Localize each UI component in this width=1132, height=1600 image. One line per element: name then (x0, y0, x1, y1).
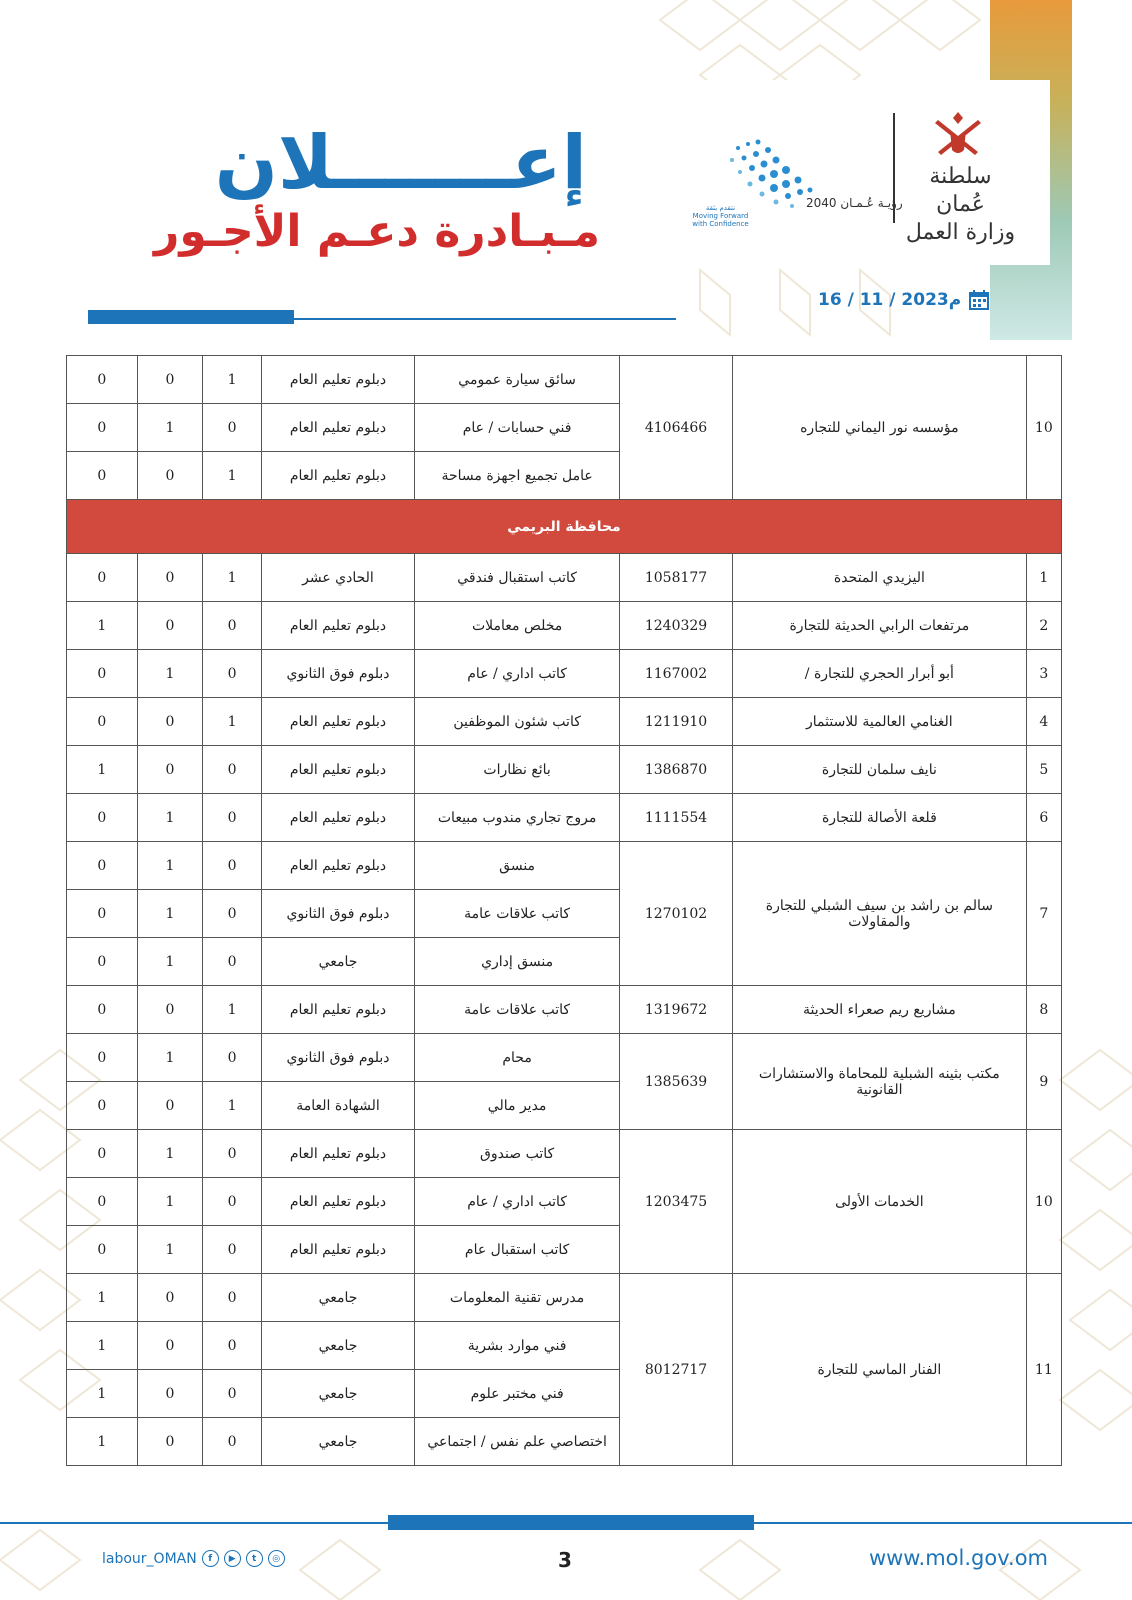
qualification: جامعي (261, 1418, 414, 1466)
company-name: أبو أبرار الحجري للتجارة / (733, 650, 1027, 698)
count-column-1: 1 (203, 698, 262, 746)
company-name: قلعة الأصالة للتجارة (733, 794, 1027, 842)
count-column-3: 0 (67, 794, 138, 842)
facebook-icon[interactable]: f (202, 1550, 219, 1567)
count-column-2: 1 (137, 1130, 203, 1178)
vision-label: رؤيـة عُـمـان 2040 (806, 196, 903, 210)
section-header-row (67, 500, 1062, 554)
qualification: دبلوم تعليم العام (261, 698, 414, 746)
row-number: 11 (1026, 1274, 1061, 1466)
count-column-3: 0 (67, 404, 138, 452)
moving-forward-label: نتقدم بثقة Moving Forward with Confidence (692, 204, 749, 228)
count-column-3: 0 (67, 356, 138, 404)
qualification: دبلوم تعليم العام (261, 452, 414, 500)
count-column-1: 0 (203, 602, 262, 650)
company-name: اليزيدي المتحدة (733, 554, 1027, 602)
count-column-1: 0 (203, 650, 262, 698)
table-row (67, 1274, 1062, 1322)
page-subtitle: مـبـادرة دعـم الأجـور (153, 206, 600, 257)
company-name: مشاريع ريم صعراء الحديثة (733, 986, 1027, 1034)
oman-emblem-icon (928, 108, 988, 163)
job-title: عامل تجميع اجهزة مساحة (415, 452, 620, 500)
job-title: مروج تجاري مندوب مبيعات (415, 794, 620, 842)
table-row (67, 794, 1062, 842)
count-column-2: 1 (137, 1226, 203, 1274)
count-column-3: 0 (67, 1130, 138, 1178)
registration-number: 1319672 (620, 986, 733, 1034)
count-column-2: 1 (137, 842, 203, 890)
job-title: منسق إداري (415, 938, 620, 986)
count-column-1: 0 (203, 404, 262, 452)
count-column-1: 0 (203, 938, 262, 986)
calendar-icon (969, 290, 989, 310)
job-title: فني مختبر علوم (415, 1370, 620, 1418)
count-column-3: 0 (67, 1226, 138, 1274)
table-row (67, 842, 1062, 890)
row-number: 3 (1026, 650, 1061, 698)
table-row (67, 1034, 1062, 1082)
count-column-3: 1 (67, 602, 138, 650)
registration-number: 1240329 (620, 602, 733, 650)
row-number: 2 (1026, 602, 1061, 650)
registration-number: 8012717 (620, 1274, 733, 1466)
page-number: 3 (558, 1548, 572, 1572)
count-column-2: 0 (137, 452, 203, 500)
qualification: دبلوم تعليم العام (261, 1130, 414, 1178)
company-name: مكتب بثينه الشبلية للمحاماة والاستشارات القانونية (733, 1034, 1027, 1130)
job-title: كاتب اداري / عام (415, 1178, 620, 1226)
date-stamp (818, 290, 989, 310)
count-column-2: 1 (137, 1178, 203, 1226)
count-column-1: 0 (203, 1034, 262, 1082)
count-column-1: 0 (203, 1322, 262, 1370)
count-column-3: 0 (67, 1034, 138, 1082)
job-title: كاتب علاقات عامة (415, 890, 620, 938)
row-number: 10 (1026, 356, 1061, 500)
company-name: مرتفعات الرابي الحديثة للتجارة (733, 602, 1027, 650)
company-name: مؤسسه نور اليماني للتجاره (733, 356, 1027, 500)
count-column-2: 0 (137, 1370, 203, 1418)
qualification: دبلوم تعليم العام (261, 794, 414, 842)
count-column-3: 0 (67, 842, 138, 890)
section-label: محافظة البريمي (67, 500, 1062, 554)
row-number: 4 (1026, 698, 1061, 746)
count-column-3: 0 (67, 1082, 138, 1130)
count-column-1: 0 (203, 842, 262, 890)
count-column-2: 1 (137, 890, 203, 938)
count-column-2: 0 (137, 746, 203, 794)
table-row (67, 650, 1062, 698)
footer-accent-bar (388, 1515, 754, 1530)
count-column-2: 1 (137, 1034, 203, 1082)
count-column-2: 0 (137, 698, 203, 746)
qualification: دبلوم تعليم العام (261, 356, 414, 404)
count-column-2: 0 (137, 1322, 203, 1370)
qualification: جامعي (261, 1370, 414, 1418)
qualification: الحادي عشر (261, 554, 414, 602)
row-number: 9 (1026, 1034, 1061, 1130)
count-column-1: 1 (203, 356, 262, 404)
registration-number: 1386870 (620, 746, 733, 794)
job-title: كاتب استقبال عام (415, 1226, 620, 1274)
count-column-3: 0 (67, 986, 138, 1034)
row-number: 10 (1026, 1130, 1061, 1274)
job-title: اختصاصي علم نفس / اجتماعي (415, 1418, 620, 1466)
job-title: مدرس تقنية المعلومات (415, 1274, 620, 1322)
count-column-1: 0 (203, 794, 262, 842)
count-column-1: 0 (203, 746, 262, 794)
registration-number: 1203475 (620, 1130, 733, 1274)
social-handle[interactable]: labour_OMAN (102, 1550, 197, 1567)
count-column-1: 0 (203, 890, 262, 938)
count-column-1: 1 (203, 554, 262, 602)
count-column-1: 1 (203, 1082, 262, 1130)
twitter-icon[interactable]: t (246, 1550, 263, 1567)
count-column-3: 1 (67, 1322, 138, 1370)
row-number: 1 (1026, 554, 1061, 602)
count-column-3: 0 (67, 650, 138, 698)
table-row (67, 698, 1062, 746)
count-column-2: 0 (137, 1418, 203, 1466)
row-number: 6 (1026, 794, 1061, 842)
table-row (67, 356, 1062, 404)
table-row (67, 986, 1062, 1034)
table-row (67, 1130, 1062, 1178)
row-number: 7 (1026, 842, 1061, 986)
registration-number: 1385639 (620, 1034, 733, 1130)
row-number: 5 (1026, 746, 1061, 794)
job-title: مخلص معاملات (415, 602, 620, 650)
count-column-1: 0 (203, 1370, 262, 1418)
row-number: 8 (1026, 986, 1061, 1034)
count-column-3: 0 (67, 890, 138, 938)
count-column-3: 0 (67, 452, 138, 500)
job-title: كاتب شئون الموظفين (415, 698, 620, 746)
registration-number: 1211910 (620, 698, 733, 746)
count-column-1: 0 (203, 1178, 262, 1226)
job-title: محام (415, 1034, 620, 1082)
job-title: مدير مالي (415, 1082, 620, 1130)
table-row (67, 746, 1062, 794)
count-column-1: 0 (203, 1130, 262, 1178)
table-row (67, 602, 1062, 650)
qualification: دبلوم فوق الثانوي (261, 650, 414, 698)
count-column-3: 1 (67, 1418, 138, 1466)
footer-social (102, 1550, 285, 1567)
page-title: إعـــــــلان (214, 120, 587, 206)
count-column-2: 1 (137, 794, 203, 842)
job-title: سائق سيارة عمومي (415, 356, 620, 404)
date-text: 16 / 11 / 2023م (818, 290, 962, 310)
company-name: سالم بن راشد بن سيف الشبلي للتجارة والمقاولات (733, 842, 1027, 986)
count-column-2: 0 (137, 356, 203, 404)
ministry-name: سلطنة عُمان وزارة العمل (905, 164, 1016, 245)
qualification: دبلوم تعليم العام (261, 1178, 414, 1226)
count-column-3: 1 (67, 746, 138, 794)
qualification: دبلوم تعليم العام (261, 602, 414, 650)
count-column-2: 1 (137, 650, 203, 698)
table-row (67, 554, 1062, 602)
job-title: فني موارد بشرية (415, 1322, 620, 1370)
registration-number: 4106466 (620, 356, 733, 500)
job-title: بائع نظارات (415, 746, 620, 794)
qualification: دبلوم تعليم العام (261, 1226, 414, 1274)
qualification: جامعي (261, 1274, 414, 1322)
job-title: كاتب اداري / عام (415, 650, 620, 698)
jobs-table (66, 355, 1062, 1466)
logo-area (688, 108, 1028, 245)
qualification: جامعي (261, 938, 414, 986)
instagram-icon[interactable]: ◎ (268, 1550, 285, 1567)
company-name: نايف سلمان للتجارة (733, 746, 1027, 794)
qualification: دبلوم فوق الثانوي (261, 890, 414, 938)
job-title: كاتب علاقات عامة (415, 986, 620, 1034)
registration-number: 1058177 (620, 554, 733, 602)
count-column-2: 0 (137, 986, 203, 1034)
count-column-1: 0 (203, 1226, 262, 1274)
job-title: منسق (415, 842, 620, 890)
qualification: دبلوم تعليم العام (261, 746, 414, 794)
company-name: الغنامي العالمية للاستثمار (733, 698, 1027, 746)
qualification: دبلوم تعليم العام (261, 404, 414, 452)
qualification: دبلوم فوق الثانوي (261, 1034, 414, 1082)
count-column-2: 0 (137, 602, 203, 650)
job-title: كاتب صندوق (415, 1130, 620, 1178)
qualification: دبلوم تعليم العام (261, 842, 414, 890)
job-title: كاتب استقبال فندقي (415, 554, 620, 602)
count-column-2: 0 (137, 1082, 203, 1130)
count-column-3: 0 (67, 1178, 138, 1226)
count-column-3: 1 (67, 1370, 138, 1418)
count-column-2: 0 (137, 554, 203, 602)
count-column-1: 0 (203, 1274, 262, 1322)
qualification: دبلوم تعليم العام (261, 986, 414, 1034)
registration-number: 1111554 (620, 794, 733, 842)
count-column-2: 1 (137, 938, 203, 986)
count-column-1: 1 (203, 452, 262, 500)
qualification: جامعي (261, 1322, 414, 1370)
count-column-1: 0 (203, 1418, 262, 1466)
count-column-1: 1 (203, 986, 262, 1034)
count-column-2: 0 (137, 1274, 203, 1322)
count-column-3: 0 (67, 938, 138, 986)
website-link[interactable]: www.mol.gov.om (868, 1546, 1048, 1570)
count-column-2: 1 (137, 404, 203, 452)
registration-number: 1270102 (620, 842, 733, 986)
job-title: فني حسابات / عام (415, 404, 620, 452)
title-underline-accent (88, 310, 294, 324)
youtube-icon[interactable]: ▶ (224, 1550, 241, 1567)
count-column-3: 1 (67, 1274, 138, 1322)
company-name: الخدمات الأولى (733, 1130, 1027, 1274)
count-column-3: 0 (67, 698, 138, 746)
registration-number: 1167002 (620, 650, 733, 698)
count-column-3: 0 (67, 554, 138, 602)
company-name: الفنار الماسي للتجارة (733, 1274, 1027, 1466)
qualification: الشهادة العامة (261, 1082, 414, 1130)
